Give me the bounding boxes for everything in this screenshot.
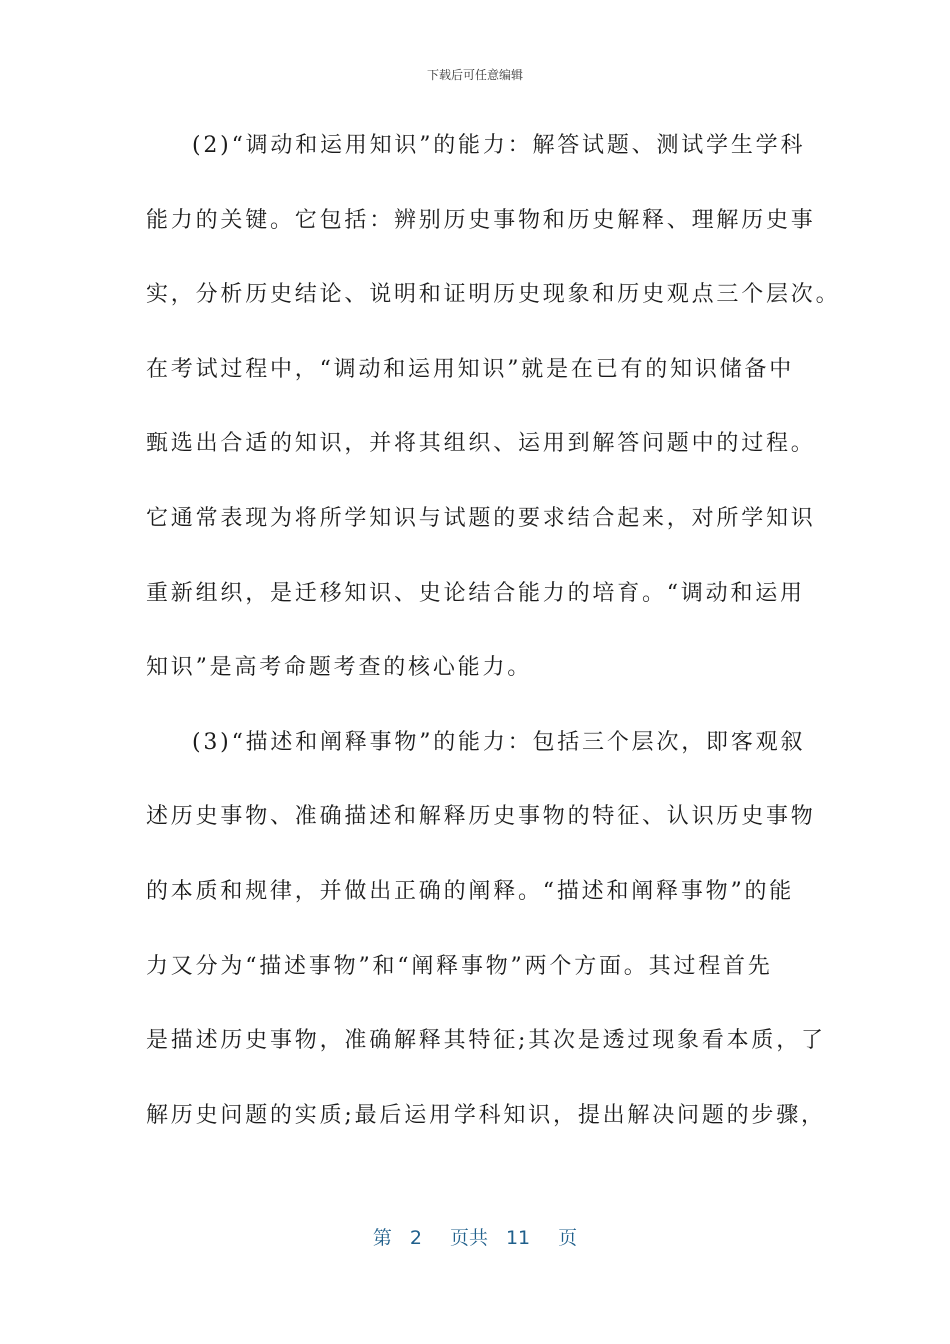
paragraph-line: 力又分为“描述事物”和“阐释事物”两个方面。其过程首先: [146, 953, 773, 979]
current-page-number: 2: [409, 1227, 422, 1249]
page-footer: [0, 1224, 950, 1252]
page-label-prefix: 第: [372, 1227, 392, 1249]
page-label-middle: 页共: [449, 1227, 488, 1249]
paragraph-line: 知识”是高考命题考查的核心能力。: [146, 655, 533, 681]
paragraph-line: (2)“调动和运用知识”的能力：解答试题、测试学生学科: [192, 133, 806, 158]
paragraph-line: 能力的关键。它包括：辨别历史事物和历史解释、理解历史事: [146, 207, 816, 233]
paragraph-line: 的本质和规律，并做出正确的阐释。“描述和阐释事物”的能: [146, 878, 795, 904]
paragraph-line: 是描述历史事物，准确解释其特征;其次是透过现象看本质，了: [146, 1028, 826, 1054]
paragraph-line: 在考试过程中，“调动和运用知识”就是在已有的知识储备中: [146, 356, 795, 382]
page-label-suffix: 页: [558, 1227, 578, 1249]
total-pages-number: 11: [505, 1227, 531, 1249]
paragraph-line: (3)“描述和阐释事物”的能力：包括三个层次，即客观叙: [192, 729, 806, 755]
paragraph-line: 实，分析历史结论、说明和证明历史现象和历史观点三个层次。: [146, 282, 841, 308]
page-header: 下载后可任意编辑: [426, 68, 523, 82]
paragraph-line: 解历史问题的实质;最后运用学科知识，提出解决问题的步骤，: [146, 1102, 826, 1128]
paragraph-line: 述历史事物、准确描述和解释历史事物的特征、认识历史事物: [146, 804, 816, 830]
paragraph-line: 它通常表现为将所学知识与试题的要求结合起来，对所学知识: [146, 505, 816, 531]
document-body: [146, 126, 841, 1170]
paragraph-line: 甄选出合适的知识，并将其组织、运用到解答问题中的过程。: [146, 431, 816, 457]
paragraph-line: 重新组织，是迁移知识、史论结合能力的培育。“调动和运用: [146, 580, 805, 606]
